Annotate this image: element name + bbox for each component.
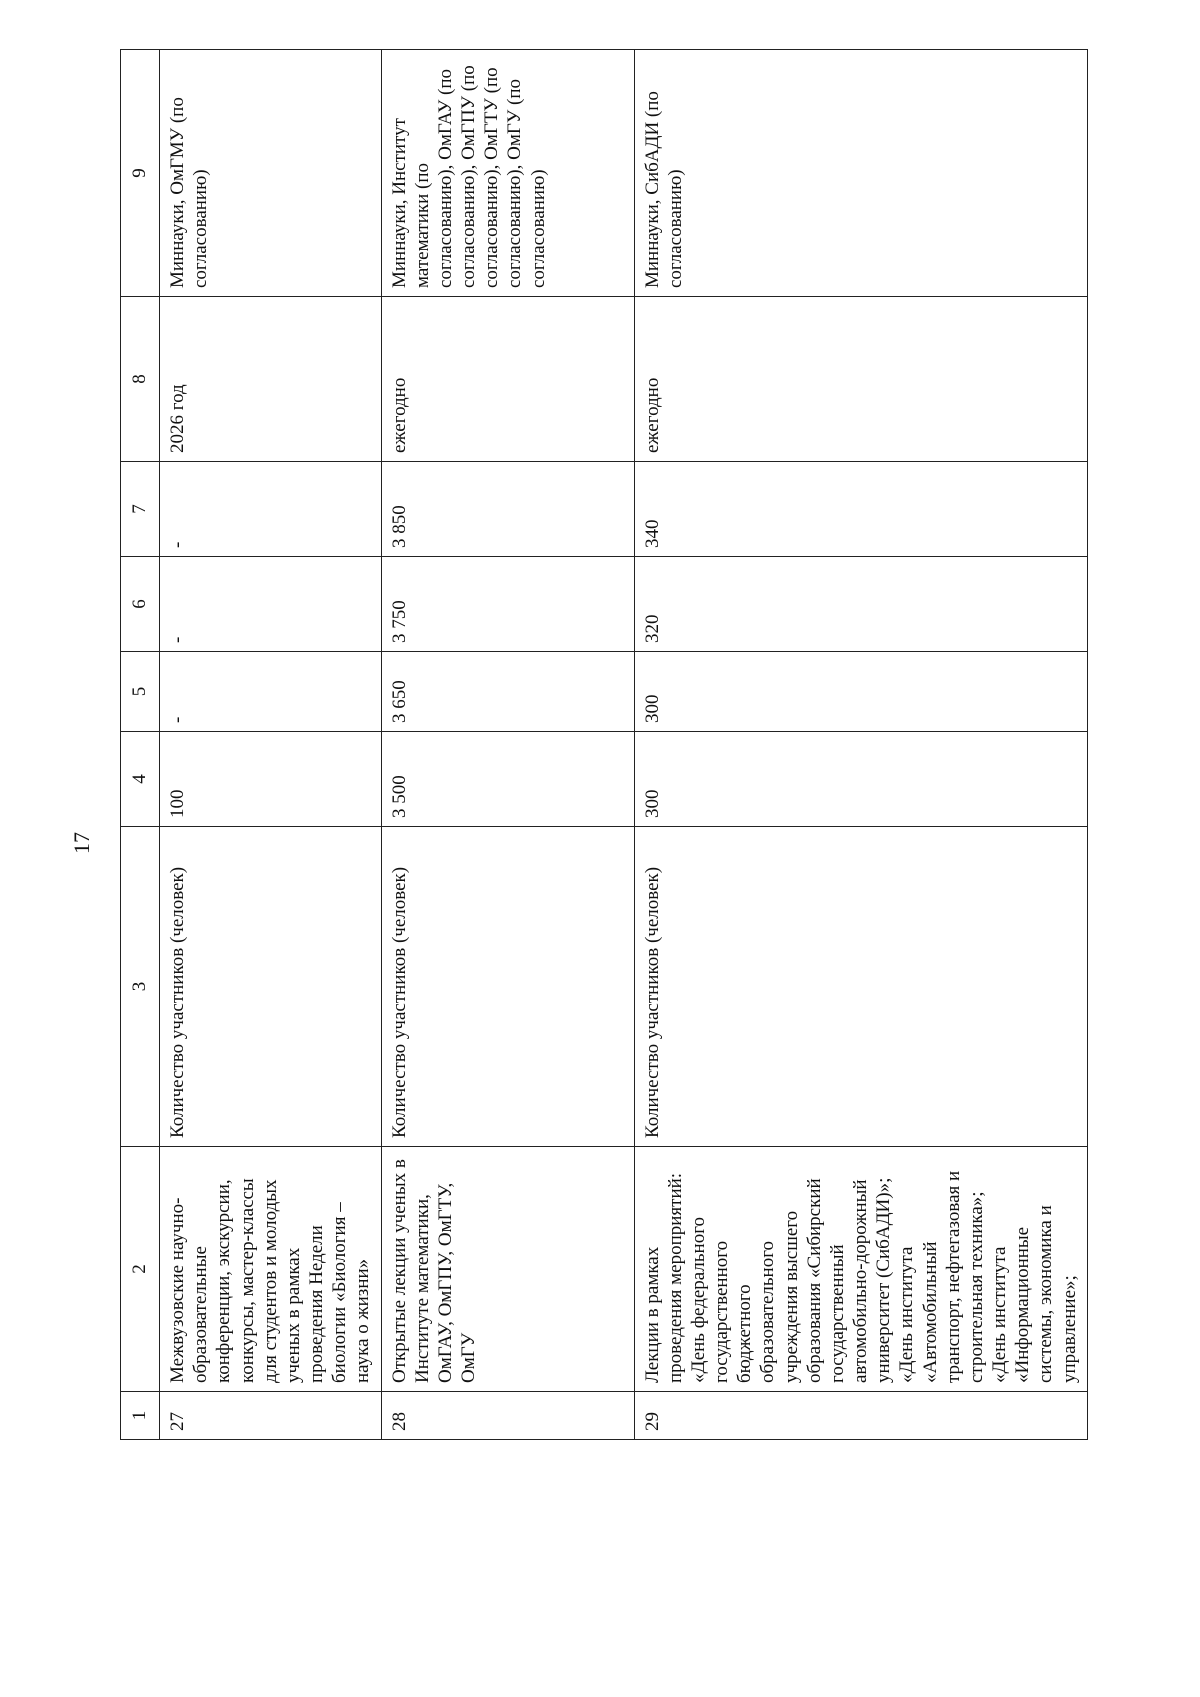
row-number: 29 [634, 1392, 1087, 1440]
value-col-7: 340 [634, 462, 1087, 557]
table-row [381, 50, 634, 1440]
event-description: Открытые лекции ученых в Институте математики, ОмГАУ, ОмГПУ, ОмГТУ, ОмГУ [381, 1147, 634, 1392]
rotated-table-container [120, 50, 1090, 1440]
header-cell: 6 [121, 557, 160, 652]
period: ежегодно [381, 297, 634, 462]
table-rotated [120, 50, 1090, 1440]
events-table [120, 49, 1088, 1440]
executors: Миннауки, ОмГМУ (по согласованию) [160, 50, 382, 297]
row-number: 28 [381, 1392, 634, 1440]
value-col-6: - [160, 557, 382, 652]
event-description: Лекции в рамках проведения мероприятий: «День федерального государственного бюджетного образовательного учреждения высшего образования «Сибирский государственный автомобильно-дорожный университет (СибАДИ)»; «День института «Автомобильный транспорт, нефтегазовая и строительная техника»; «День института «Информационные системы, экономика и управление»; [634, 1147, 1087, 1392]
table-row [160, 50, 382, 1440]
value-col-4: 3 500 [381, 732, 634, 827]
value-col-5: 300 [634, 652, 1087, 732]
value-col-5: - [160, 652, 382, 732]
row-number: 27 [160, 1392, 382, 1440]
event-description: Межвузовские научно-образовательные конференции, экскурсии, конкурсы, мастер-классы для студентов и молодых ученых в рамках проведения Недели биологии «Биология – наука о жизни» [160, 1147, 382, 1392]
executors: Миннауки, Институт математики (по согласованию), ОмГАУ (по согласованию), ОмГПУ (по согласованию), ОмГТУ (по согласованию), ОмГУ (по согласованию) [381, 50, 634, 297]
value-col-7: - [160, 462, 382, 557]
value-col-6: 3 750 [381, 557, 634, 652]
value-col-7: 3 850 [381, 462, 634, 557]
header-row [121, 50, 160, 1440]
value-col-6: 320 [634, 557, 1087, 652]
value-col-5: 3 650 [381, 652, 634, 732]
header-cell: 8 [121, 297, 160, 462]
header-cell: 1 [121, 1392, 160, 1440]
header-cell: 2 [121, 1147, 160, 1392]
header-cell: 9 [121, 50, 160, 297]
table-row [634, 50, 1087, 1440]
header-cell: 4 [121, 732, 160, 827]
page-number: 17 [69, 832, 94, 854]
executors: Миннауки, СибАДИ (по согласованию) [634, 50, 1087, 297]
indicator: Количество участников (человек) [634, 827, 1087, 1147]
header-cell: 5 [121, 652, 160, 732]
period: 2026 год [160, 297, 382, 462]
header-cell: 7 [121, 462, 160, 557]
value-col-4: 300 [634, 732, 1087, 827]
indicator: Количество участников (человек) [160, 827, 382, 1147]
value-col-4: 100 [160, 732, 382, 827]
period: ежегодно [634, 297, 1087, 462]
header-cell: 3 [121, 827, 160, 1147]
indicator: Количество участников (человек) [381, 827, 634, 1147]
